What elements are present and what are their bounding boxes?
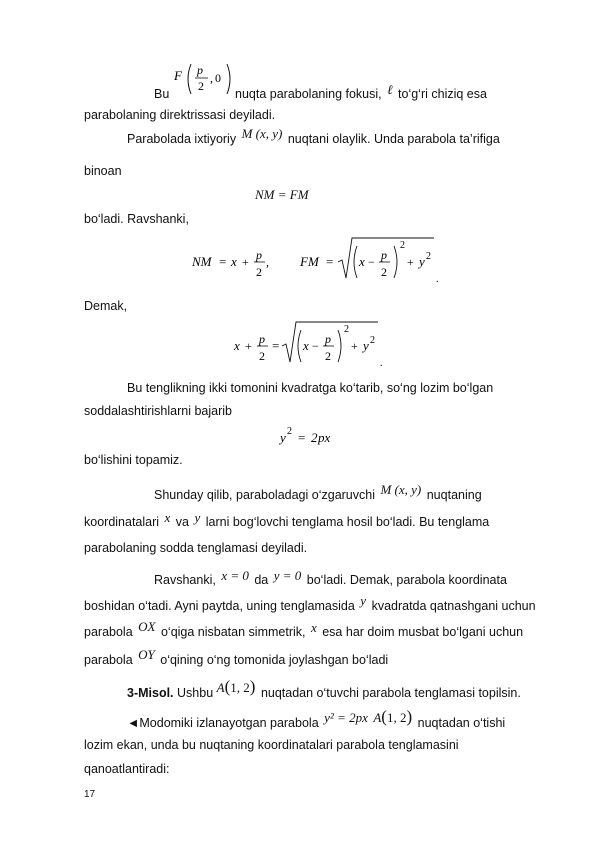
eq2-rparen <box>394 246 397 278</box>
eq4-2: 2 <box>311 430 318 445</box>
focus-left-paren <box>188 64 191 94</box>
eq-demak <box>230 318 390 368</box>
focus-2: 2 <box>198 79 204 93</box>
eq3-sq2: 2 <box>370 335 375 346</box>
eq2-plus: + <box>407 255 414 269</box>
p7-line3: parabolaning sodda tenglamasi deyiladi. <box>84 541 308 555</box>
p7-y: y <box>194 510 201 525</box>
focus-F: F <box>174 68 182 83</box>
p1-bu: Bu <box>154 87 170 101</box>
p7-d: va <box>175 515 189 529</box>
p9-A: A <box>216 680 225 695</box>
eq1-eq: = <box>219 254 227 269</box>
p1-rest1: nuqta parabolaning fokusi, <box>235 87 382 101</box>
p1-line2: parabolaning direktrissasi deyiladi. <box>84 108 276 122</box>
eq4-y: y <box>280 430 286 445</box>
p7-line1 <box>154 482 482 503</box>
eq3-2b: 2 <box>325 349 331 363</box>
p8-i: parabola <box>84 653 133 667</box>
eq4-sq: 2 <box>287 426 292 437</box>
p2-a: Parabolada ixtiyoriy <box>127 132 237 146</box>
p8-a: Ravshanki, <box>154 573 216 587</box>
p6: bo‘lishini topamiz. <box>84 453 183 467</box>
p1-line1 <box>154 86 169 102</box>
eq2-sq2: 2 <box>426 251 431 262</box>
focus-p: p <box>197 63 203 77</box>
p5-line1: Bu tenglikning ikki tomonini kvadratga ko‘tarib, so‘ng lozim bo‘lgan <box>127 381 494 395</box>
p10-eq: y² = 2px <box>324 710 368 725</box>
p8-line1 <box>154 568 507 588</box>
eq1-p: p <box>256 248 262 262</box>
p5-line2: soddalashtirishlarni bajarib <box>84 404 232 418</box>
eq2-eq: = <box>326 254 334 269</box>
eq1-2: 2 <box>256 265 262 279</box>
eq1-x: x <box>231 254 237 269</box>
eq-distances <box>188 232 448 284</box>
p9-b: nuqtadan o‘tuvchi parabola tenglamasi topilsin. <box>260 686 521 700</box>
eq-nm-fm: NM = FM <box>255 187 309 202</box>
eq4-px: px <box>318 430 331 445</box>
p8-g: o‘qiga nisbatan simmetrik, <box>160 625 306 639</box>
p7-c: koordinatalari <box>84 515 160 529</box>
p8-d: boshidan o‘tadi. Ayni paytda, uning tenglamasida <box>84 599 355 613</box>
eq3-x2: x <box>303 338 309 353</box>
eq2-sq1: 2 <box>400 240 405 251</box>
p7-e: larni bog‘lovchi tenglama hosil bo‘ladi. Bu tenglama <box>205 515 490 529</box>
p8-OX: OX <box>138 619 156 634</box>
p8-line2 <box>84 593 536 614</box>
p7-a: Shunday qilib, paraboladagi o‘zgaruvchi <box>154 488 375 502</box>
eq2-p: p <box>381 248 387 262</box>
p8-f: parabola <box>84 625 133 639</box>
p1-line1-rest <box>235 82 487 102</box>
ell-symbol: ℓ <box>387 82 393 97</box>
p8-OY: OY <box>138 647 155 662</box>
eq2-x: x <box>359 254 365 269</box>
eq-canonical <box>278 424 348 448</box>
p8-c: bo‘ladi. Demak, parabola koordinata <box>306 573 507 587</box>
eq3-minus: − <box>312 339 319 353</box>
p8-e: kvadratda qatnashgani uchun <box>371 599 536 613</box>
p3: bo‘ladi. Ravshanki, <box>84 212 189 226</box>
eq1-plus: + <box>242 255 249 269</box>
eq3-x: x <box>234 338 240 353</box>
eq2-2: 2 <box>381 265 387 279</box>
p10-line1 <box>127 707 506 731</box>
p8-b: da <box>254 573 269 587</box>
point-M: M (x, y) <box>241 126 283 141</box>
p7-line2 <box>84 510 490 530</box>
eq3-2: 2 <box>259 349 265 363</box>
eq2-minus: − <box>368 255 375 269</box>
p10-a: ◄Modomiki izlanayotgan parabola <box>127 716 319 730</box>
eq3-dot: . <box>380 358 383 368</box>
p4: Demak, <box>84 299 128 313</box>
p9-a: Ushbu <box>177 686 214 700</box>
focus-formula <box>172 58 236 102</box>
p9-A-coords: (1, 2) <box>224 677 256 696</box>
eq3-p2: p <box>325 332 331 346</box>
eq2-dot: . <box>436 274 439 284</box>
eq4-eq: = <box>298 430 306 445</box>
p2-line1 <box>127 126 500 147</box>
eq2-lparen <box>354 246 357 278</box>
p10-b: nuqtadan o‘tishi <box>417 716 506 730</box>
eq3-rparen <box>338 330 341 362</box>
eq2-FM: FM <box>300 254 319 269</box>
focus-comma: , <box>210 71 213 85</box>
p7-b: nuqtaning <box>426 488 482 502</box>
p10-A: A <box>373 710 382 725</box>
p2-b: nuqtani olaylik. Unda parabola ta’rifiga <box>287 132 500 146</box>
p8-line4 <box>84 647 389 668</box>
p10-line2: lozim ekan, unda bu nuqtaning koordinatalari parabola tenglamasini <box>84 738 459 752</box>
p10-line3: qanoatlantiradi: <box>84 762 170 776</box>
p8-y: y <box>360 593 367 608</box>
p8-j: o‘qining o‘ng tomonida joylashgan bo‘ladi <box>160 653 389 667</box>
example-label: 3-Misol. <box>127 686 174 700</box>
p7-M: M (x, y) <box>380 482 422 497</box>
eq3-plus: + <box>245 339 252 353</box>
p8-x0: x = 0 <box>221 568 249 583</box>
eq3-sq1: 2 <box>344 324 349 335</box>
eq2-y: y <box>419 254 425 269</box>
eq1-comma: , <box>266 255 269 269</box>
p1-rest2: to‘g‘ri chiziq esa <box>398 87 487 101</box>
p8-x: x <box>310 620 317 635</box>
eq3-y: y <box>363 338 369 353</box>
p8-y0: y = 0 <box>273 568 302 583</box>
eq1-NM: NM <box>192 254 212 269</box>
eq3-p: p <box>259 332 265 346</box>
p7-x: x <box>164 510 171 525</box>
p9-line1 <box>127 677 521 701</box>
p8-line3 <box>84 619 524 640</box>
p8-h: esa har doim musbat bo‘lgani uchun <box>322 625 524 639</box>
focus-right-paren <box>227 64 230 94</box>
eq3-plus2: + <box>351 339 358 353</box>
eq3-eq: = <box>272 338 280 353</box>
p2-line2: binoan <box>84 164 122 178</box>
focus-0: 0 <box>215 71 221 85</box>
page-number: 17 <box>84 789 96 800</box>
p10-A-coords: (1, 2) <box>381 707 413 726</box>
eq3-lparen <box>298 330 301 362</box>
